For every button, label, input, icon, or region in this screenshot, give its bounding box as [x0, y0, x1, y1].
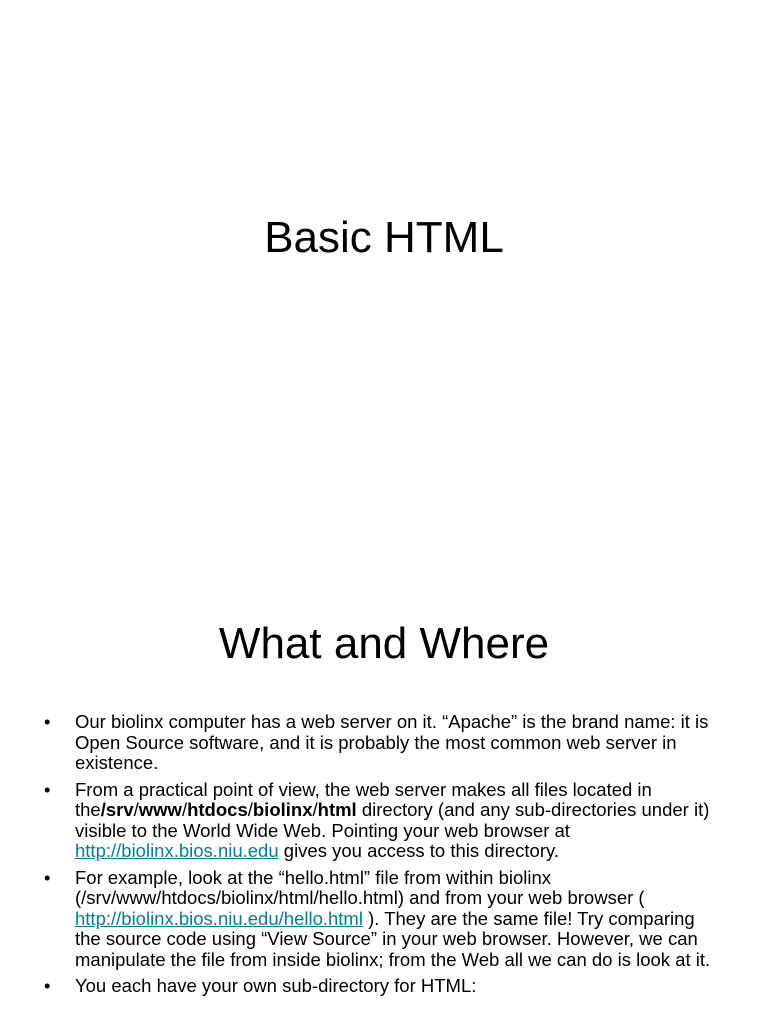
- bullet-text: You each have your own sub-directory for HTML:: [75, 975, 477, 996]
- bullet-item-3: [44, 868, 724, 971]
- bullet-text-part: ). They are the same file! Try comparing the source code using “View Source” in your web browser. However, we can manipulate the file from inside biolinx; from the Web all we can do is look at it.: [75, 907, 711, 970]
- path-segment-html: html: [317, 799, 357, 820]
- bullet-marker: •: [44, 778, 51, 800]
- path-segment-www: www: [138, 799, 182, 820]
- path-separator: /: [247, 799, 253, 820]
- bullet-text-part: For example, look at the “hello.html” file from within biolinx (/srv/www/htdocs/biolinx/html/hello.html) and from your web browser (: [75, 866, 645, 908]
- bullet-marker: •: [44, 866, 51, 888]
- bullet-item-1: [44, 712, 724, 774]
- path-separator: /: [100, 799, 106, 820]
- hello-html-link[interactable]: http://biolinx.bios.niu.edu/hello.html: [75, 907, 363, 929]
- path-segment-htdocs: htdocs: [187, 799, 248, 820]
- bullet-list: [44, 712, 724, 1003]
- path-separator: /: [133, 799, 139, 820]
- bullet-text-part: From a practical point of view, the web server makes all files located in the: [75, 778, 652, 820]
- path-separator: /: [181, 799, 188, 820]
- bullet-text-part: directory (and any sub-directories under it) visible to the World Wide Web. Pointing your web browser at: [75, 799, 710, 841]
- bullet-text: Our biolinx computer has a web server on it. “Apache” is the brand name: it is Open Source software, and it is probably the most common web server in existence.: [75, 711, 709, 773]
- slide-heading: What and Where: [218, 619, 550, 668]
- biolinx-link[interactable]: http://biolinx.bios.niu.edu: [75, 840, 279, 861]
- slide-what-and-where: [0, 576, 768, 1024]
- bullet-marker: •: [44, 975, 51, 996]
- path-separator: /: [312, 799, 318, 820]
- path-segment-srv: srv: [105, 799, 134, 820]
- bullet-marker: •: [44, 711, 51, 732]
- bullet-item-2: [44, 780, 724, 862]
- path-segment-biolinx: biolinx: [252, 799, 313, 820]
- bullet-item-4: [44, 976, 724, 997]
- bullet-text-part: gives you access to this directory.: [278, 840, 559, 861]
- slide-title-heading: Basic HTML: [264, 213, 504, 262]
